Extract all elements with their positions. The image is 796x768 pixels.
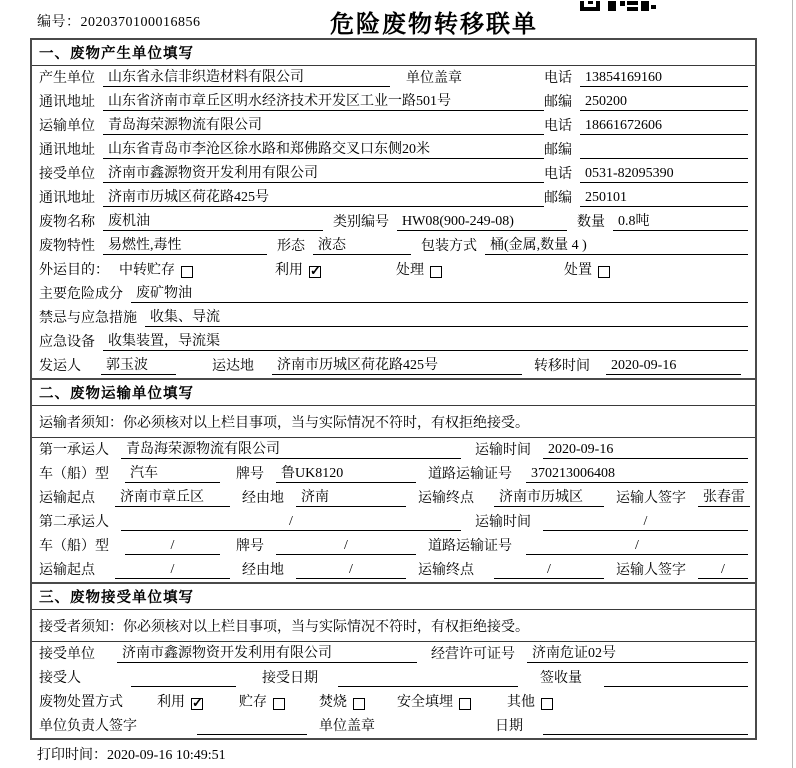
- carrier1-vehicle-value: 汽车: [125, 462, 220, 483]
- recipient-row: [32, 666, 755, 690]
- producer-address-row: [32, 90, 755, 114]
- section-receiver-title: 三、废物接受单位填写: [32, 584, 755, 610]
- via-label: 经由地: [242, 491, 284, 506]
- license-value: 济南危证02号: [527, 642, 748, 663]
- transporter-phone-value: 18661672606: [580, 118, 748, 135]
- hazard-components-label: 主要危险成分: [39, 287, 123, 302]
- destination-label: 运达地: [212, 359, 254, 374]
- carrier2-plate-value: /: [276, 538, 416, 555]
- carrier2-origin-value: /: [115, 562, 230, 579]
- responsible-sign-value: [197, 719, 307, 735]
- category-code-label: 类别编号: [333, 215, 389, 230]
- receiver-phone-value: 0531-82095390: [580, 166, 748, 183]
- plate-number-label: 牌号: [236, 539, 264, 554]
- carrier2-route-row: [32, 558, 755, 582]
- packaging-label: 包装方式: [421, 239, 477, 254]
- transfer-purpose-row: [32, 258, 755, 282]
- form-label: 形态: [277, 239, 305, 254]
- transporter-postcode-value: [580, 143, 748, 159]
- purpose-option-treat: 处理: [396, 259, 442, 279]
- carrier1-via-value: 济南: [296, 486, 406, 507]
- carrier1-name-value: 青岛海荣源物流有限公司: [121, 438, 461, 459]
- date-value: [543, 719, 748, 735]
- purpose-option-transfer-storage: 中转贮存: [119, 259, 193, 279]
- page-edge-divider: [792, 0, 793, 768]
- received-qty-value: [604, 671, 748, 687]
- packaging-value: 桶(金属,数量 4 ): [485, 234, 748, 255]
- carrier2-terminus-value: /: [494, 562, 604, 579]
- via-label: 经由地: [242, 563, 284, 578]
- disposal-option-utilize: 利用 ✓: [157, 691, 203, 711]
- receiver-label: 接受单位: [39, 167, 95, 182]
- checkbox-icon: [309, 266, 321, 278]
- carrier2-name-value: /: [121, 514, 461, 531]
- postcode-label: 邮编: [544, 143, 572, 158]
- transporter-row: [32, 114, 755, 138]
- shipper-label: 发运人: [39, 359, 81, 374]
- carrier-sign-label: 运输人签字: [616, 491, 686, 506]
- disposal-option-landfill: 安全填埋: [397, 691, 471, 711]
- qr-code-icon: [580, 0, 656, 16]
- characteristics-value: 易燃性,毒性: [103, 234, 267, 255]
- carrier1-terminus-value: 济南市历城区: [494, 486, 604, 507]
- receiver-postcode-value: 250101: [580, 190, 748, 207]
- postcode-label: 邮编: [544, 95, 572, 110]
- checkbox-icon: [181, 266, 193, 278]
- form-value: 液态: [313, 234, 411, 255]
- carrier1-time-value: 2020-09-16: [543, 442, 748, 459]
- carrier2-label: 第二承运人: [39, 515, 109, 530]
- hazard-components-row: [32, 282, 755, 306]
- waste-name-row: [32, 210, 755, 234]
- precautions-value: 收集、导流: [145, 306, 748, 327]
- carrier2-permit-value: /: [526, 538, 748, 555]
- postcode-label: 邮编: [544, 191, 572, 206]
- transfer-date-label: 转移时间: [534, 359, 590, 374]
- document-number-label: 编号：: [37, 15, 81, 30]
- carrier2-vehicle-value: /: [125, 538, 220, 555]
- disposal-option-store: 贮存: [239, 691, 285, 711]
- checkbox-icon: [541, 698, 553, 710]
- checkbox-icon: [191, 698, 203, 710]
- receive-date-value: [338, 671, 518, 687]
- carrier2-sign-value: /: [698, 562, 748, 579]
- transport-time-label: 运输时间: [475, 515, 531, 530]
- responsible-sign-label: 单位负责人签字: [39, 719, 137, 734]
- emergency-equipment-value: 收集装置，导流渠: [103, 330, 748, 351]
- emergency-equipment-label: 应急设备: [39, 335, 95, 350]
- section-transporter-title: 二、废物运输单位填写: [32, 380, 755, 406]
- road-permit-label: 道路运输证号: [428, 539, 512, 554]
- address-label: 通讯地址: [39, 191, 95, 206]
- print-time-label: 打印时间：: [37, 748, 107, 763]
- checkbox-icon: [353, 698, 365, 710]
- print-time-value: 2020-09-16 10:49:51: [107, 748, 226, 763]
- transporter-address-value: 山东省青岛市李沧区徐水路和郑佛路交叉口东侧20米: [103, 138, 544, 159]
- disposal-option-incinerate: 焚烧: [319, 691, 365, 711]
- carrier-sign-label: 运输人签字: [616, 563, 686, 578]
- category-code-value: HW08(900-249-08): [397, 214, 567, 231]
- shipper-row: [32, 354, 755, 378]
- recipient-label: 接受人: [39, 671, 81, 686]
- document-number: [37, 11, 201, 31]
- carrier2-time-value: /: [543, 514, 748, 531]
- characteristics-label: 废物特性: [39, 239, 95, 254]
- purpose-label: 外运目的：: [39, 263, 109, 278]
- carrier1-sign-value: 张春雷: [698, 486, 750, 507]
- hazard-components-value: 废矿物油: [131, 282, 748, 303]
- precautions-row: [32, 306, 755, 330]
- carrier1-route-row: [32, 486, 755, 510]
- disposal-option-other: 其他: [507, 691, 553, 711]
- phone-label: 电话: [544, 71, 572, 86]
- carrier1-origin-value: 济南市章丘区: [115, 486, 230, 507]
- receiver-address-row: [32, 186, 755, 210]
- responsible-sign-row: [32, 714, 755, 738]
- carrier1-plate-value: 鲁UK8120: [276, 462, 416, 483]
- receiver-notice: 接受者须知：你必须核对以上栏目事项，当与实际情况不符时，有权拒绝接受。: [32, 610, 755, 642]
- producer-postcode-value: 250200: [580, 94, 748, 111]
- carrier1-row: [32, 438, 755, 462]
- carrier1-permit-value: 370213006408: [526, 466, 748, 483]
- receiver-row: [32, 162, 755, 186]
- vehicle-type-label: 车（船）型: [39, 467, 109, 482]
- checkbox-icon: [273, 698, 285, 710]
- waste-name-label: 废物名称: [39, 215, 95, 230]
- terminus-label: 运输终点: [418, 491, 474, 506]
- precautions-label: 禁忌与应急措施: [39, 311, 137, 326]
- destination-value: 济南市历城区荷花路425号: [272, 354, 522, 375]
- recipient-value: [131, 671, 236, 687]
- emergency-equipment-row: [32, 330, 755, 354]
- carrier1-vehicle-row: [32, 462, 755, 486]
- section-receiver: [30, 582, 757, 740]
- receiver-unit-value: 济南市鑫源物资开发利用有限公司: [117, 642, 417, 663]
- document-number-value: 2020370100016856: [80, 15, 201, 30]
- origin-label: 运输起点: [39, 563, 95, 578]
- address-label: 通讯地址: [39, 95, 95, 110]
- received-qty-label: 签收量: [540, 671, 582, 686]
- transporter-label: 运输单位: [39, 119, 95, 134]
- terminus-label: 运输终点: [418, 563, 474, 578]
- address-label: 通讯地址: [39, 143, 95, 158]
- receiver-unit-label: 接受单位: [39, 647, 95, 662]
- quantity-label: 数量: [577, 215, 605, 230]
- producer-row: [32, 66, 755, 90]
- road-permit-label: 道路运输证号: [428, 467, 512, 482]
- carrier1-label: 第一承运人: [39, 443, 109, 458]
- producer-phone-value: 13854169160: [580, 70, 748, 87]
- receive-date-label: 接受日期: [262, 671, 318, 686]
- carrier2-vehicle-row: [32, 534, 755, 558]
- vehicle-type-label: 车（船）型: [39, 539, 109, 554]
- unit-seal-label: 单位盖章: [319, 719, 375, 734]
- purpose-option-utilize: 利用 ✓: [275, 259, 321, 279]
- phone-label: 电话: [544, 167, 572, 182]
- transporter-address-row: [32, 138, 755, 162]
- producer-name-value: 山东省永信非织造材料有限公司: [103, 66, 390, 87]
- plate-number-label: 牌号: [236, 467, 264, 482]
- page-title: 危险废物转移联单: [330, 12, 538, 38]
- carrier2-via-value: /: [296, 562, 406, 579]
- section-transporter: [30, 378, 757, 584]
- shipper-value: 郭玉波: [101, 354, 176, 375]
- checkbox-icon: [430, 266, 442, 278]
- section-producer: [30, 38, 757, 380]
- checkbox-icon: [459, 698, 471, 710]
- license-label: 经营许可证号: [431, 647, 515, 662]
- print-time: [37, 744, 796, 764]
- date-label: 日期: [495, 719, 523, 734]
- producer-label: 产生单位: [39, 71, 95, 86]
- carrier2-row: [32, 510, 755, 534]
- unit-seal-label: 单位盖章: [406, 71, 462, 86]
- document-header: [0, 0, 796, 38]
- quantity-value: 0.8吨: [613, 210, 748, 231]
- transfer-date-value: 2020-09-16: [606, 358, 741, 375]
- producer-address-value: 山东省济南市章丘区明水经济技术开发区工业一路501号: [103, 90, 544, 111]
- waste-characteristics-row: [32, 234, 755, 258]
- receiver-name-value: 济南市鑫源物资开发利用有限公司: [103, 162, 544, 183]
- disposal-method-label: 废物处置方式: [39, 695, 123, 710]
- phone-label: 电话: [544, 119, 572, 134]
- purpose-option-dispose: 处置: [564, 259, 610, 279]
- waste-name-value: 废机油: [103, 210, 323, 231]
- origin-label: 运输起点: [39, 491, 95, 506]
- receiver-address-value: 济南市历城区荷花路425号: [103, 186, 544, 207]
- receiver-unit-row: [32, 642, 755, 666]
- section-producer-title: 一、废物产生单位填写: [32, 40, 755, 66]
- checkbox-icon: [598, 266, 610, 278]
- transporter-notice: 运输者须知：你必须核对以上栏目事项，当与实际情况不符时，有权拒绝接受。: [32, 406, 755, 438]
- transport-time-label: 运输时间: [475, 443, 531, 458]
- disposal-method-row: [32, 690, 755, 714]
- transporter-name-value: 青岛海荣源物流有限公司: [103, 114, 544, 135]
